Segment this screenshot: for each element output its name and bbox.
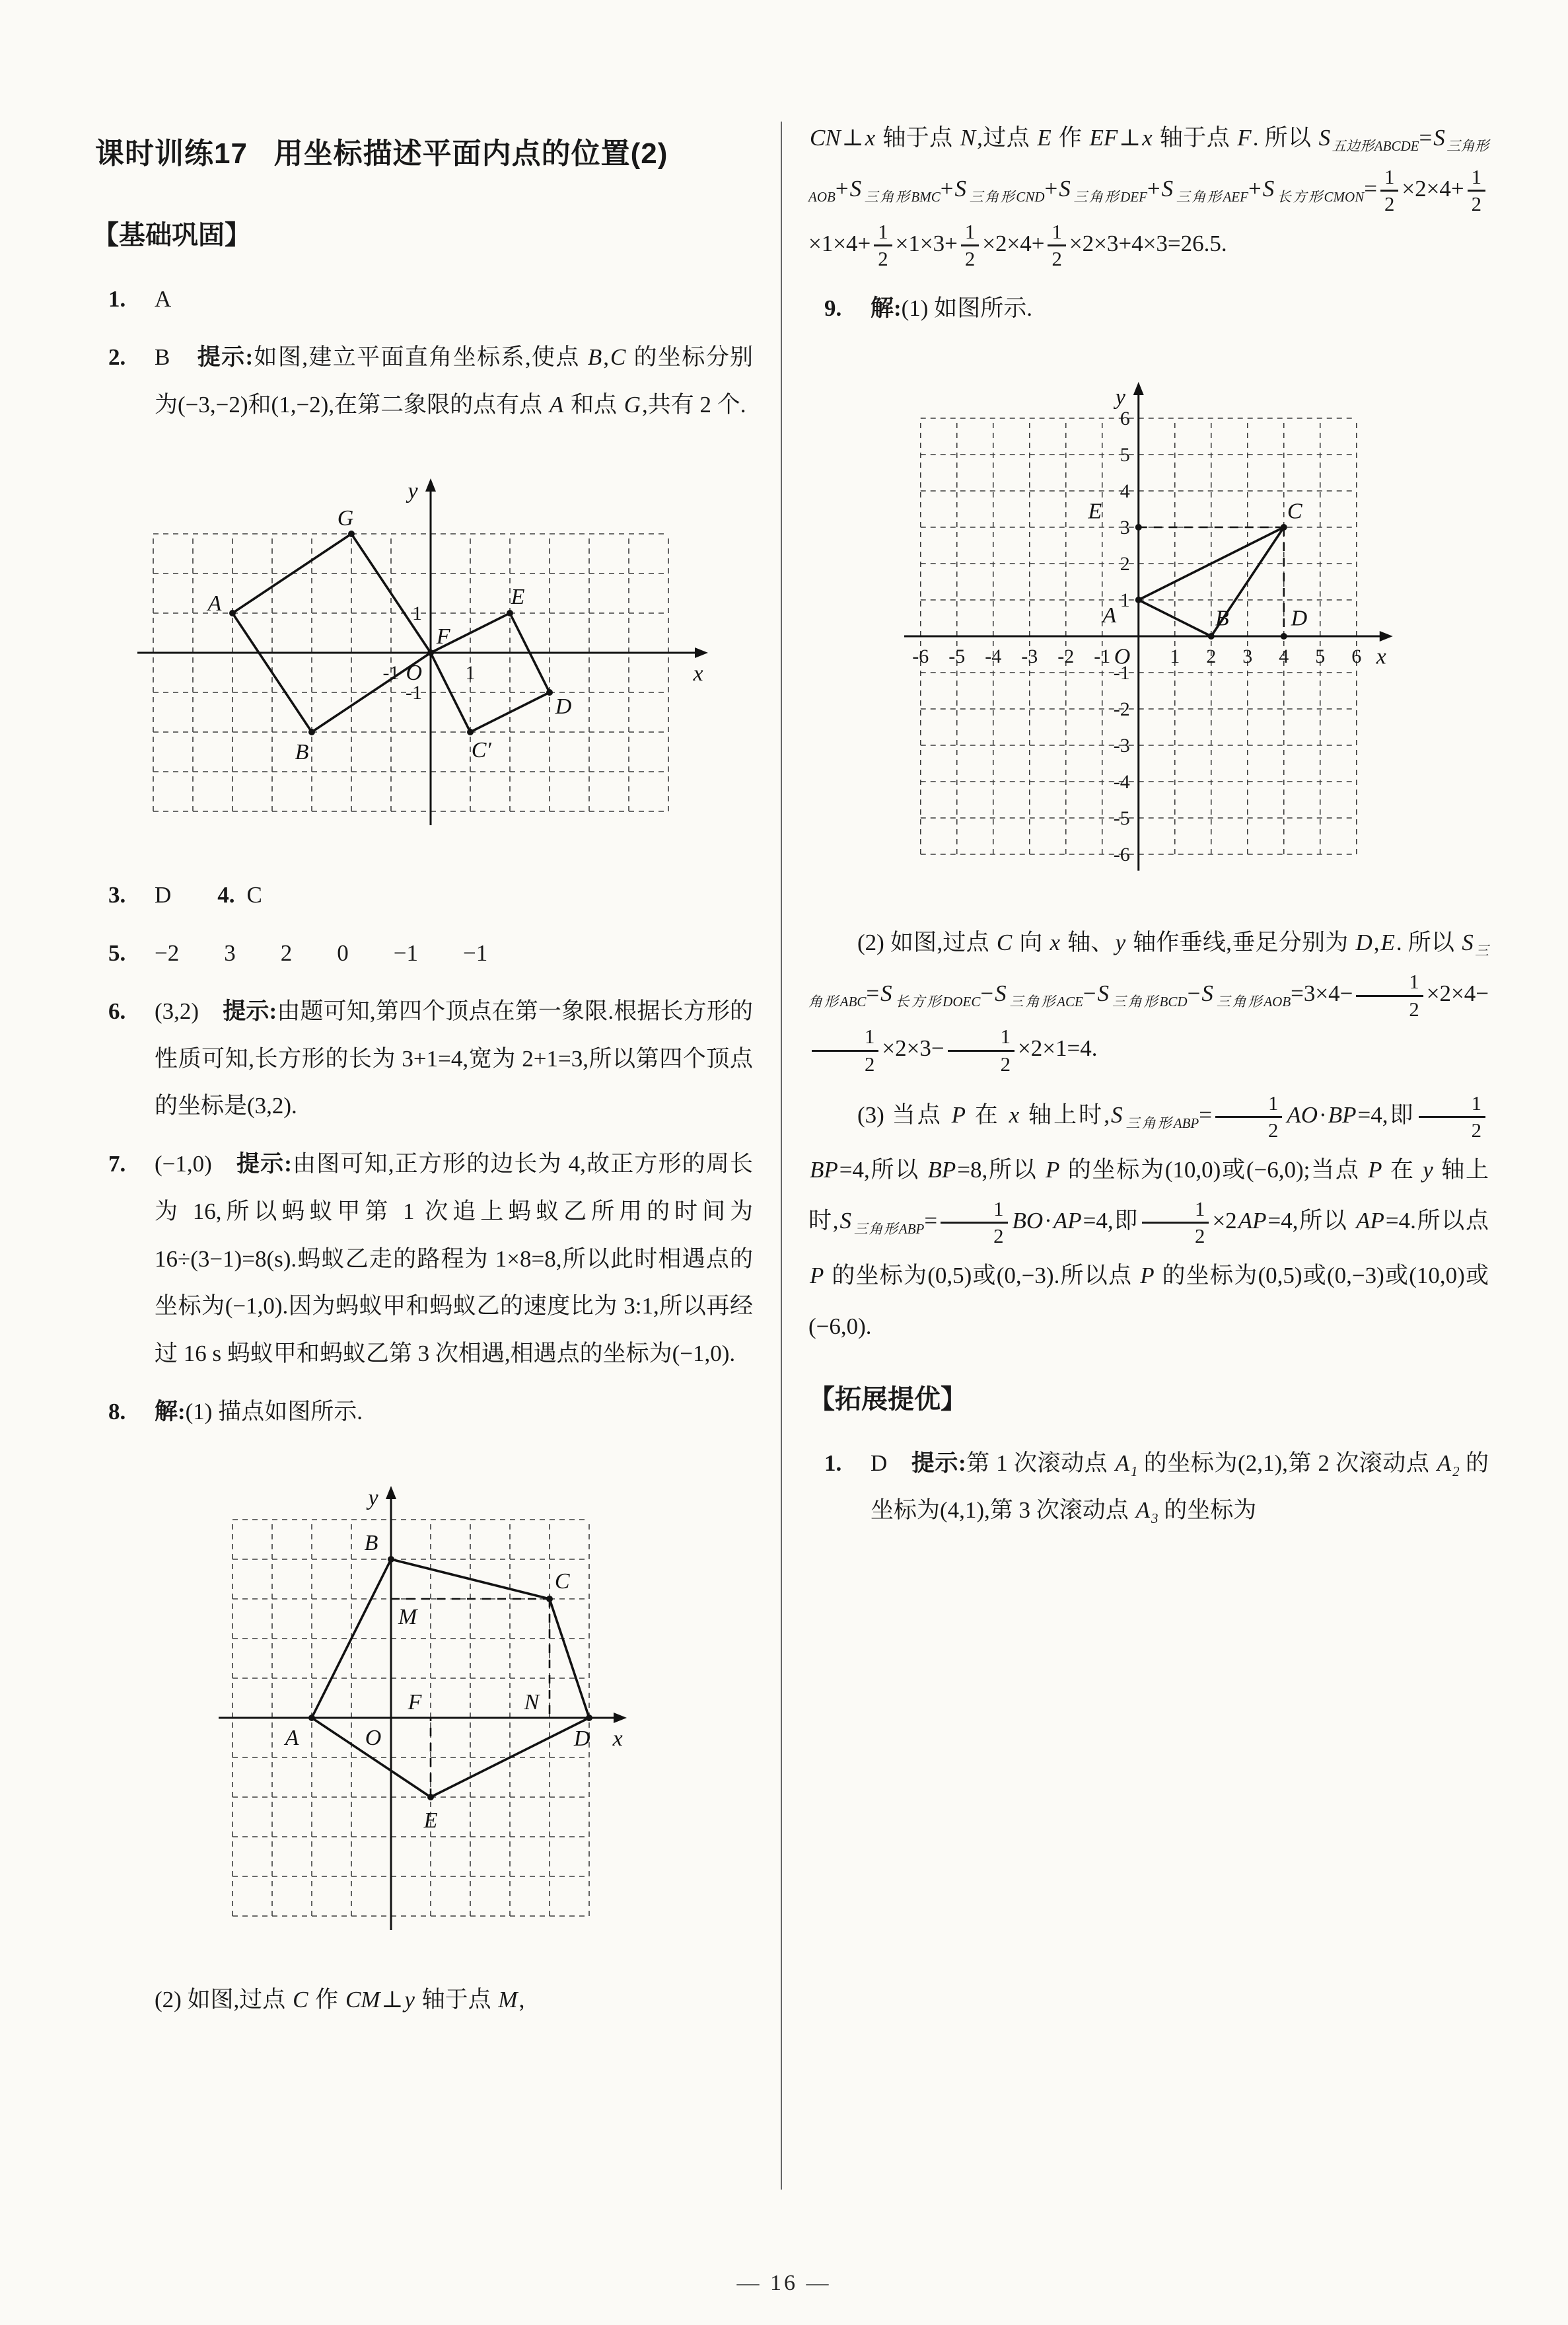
svg-text:O: O (365, 1725, 382, 1750)
svg-text:A: A (285, 1725, 299, 1750)
column-divider (781, 122, 782, 2190)
svg-text:-2: -2 (1113, 698, 1130, 721)
section-heading-extension: 【拓展提优】 (808, 1384, 967, 1414)
page-number: — 16 — (736, 2271, 832, 2295)
extension-answer-text-1: D 提示:第 1 次滚动点 $A_1$ 的坐标为(2,1),第 2 次滚动点 $A_2$ 的坐标为(4,1),第 3 次滚动点 $A_3$ 的坐标为 (871, 1450, 1489, 1527)
answer-item-3-4 (92, 871, 753, 919)
svg-text:A: A (207, 591, 222, 616)
svg-text:1: 1 (1170, 646, 1180, 668)
question-number-9: 9. (824, 295, 842, 321)
question-number-7: 7. (108, 1151, 126, 1177)
question-number-3: 3. (108, 882, 126, 908)
answer-item-2 (92, 334, 753, 429)
svg-text:F: F (436, 624, 450, 649)
question-number-8: 8. (108, 1398, 126, 1424)
svg-text:6: 6 (1120, 408, 1130, 430)
svg-text:x: x (612, 1726, 623, 1751)
answer-text-7: (−1,0) 提示:由图可知,正方形的边长为 4,故正方形的周长为 16,所以蚂蚁甲第 1 次追上蚂蚁乙所用的时间为 16÷(3−1)=8(s).蚂蚁乙走的路程为 1×8=8,所以此时相遇点的坐标为(−1,0).因为蚂蚁甲和蚂蚁乙的速度比为 3:1,所以再经过 16 s 蚂蚁甲和蚂蚁乙第 3 次相遇,相遇点的坐标为(−1,0). (155, 1151, 753, 1366)
figure-coordinate-grid-q9 (808, 351, 1489, 901)
svg-text:-4: -4 (985, 646, 1002, 668)
svg-text:x: x (1376, 644, 1386, 669)
left-column (92, 112, 753, 2190)
answer-item-5 (92, 930, 753, 977)
svg-text:C: C (1287, 499, 1302, 524)
svg-text:B: B (295, 740, 309, 765)
svg-text:-1: -1 (382, 662, 400, 684)
figure-coordinate-grid-q2 (92, 448, 753, 856)
svg-text:O: O (1114, 644, 1131, 669)
answer-item-6 (92, 988, 753, 1130)
svg-text:C: C (554, 1568, 570, 1594)
answer-text-1: A (155, 286, 172, 312)
svg-text:2: 2 (1206, 646, 1217, 668)
svg-text:-5: -5 (1113, 807, 1130, 830)
svg-text:5: 5 (1120, 444, 1130, 466)
extension-question-number-1: 1. (824, 1450, 842, 1476)
svg-text:-3: -3 (1021, 646, 1038, 668)
two-column-layout (92, 112, 1489, 2190)
answer-text-9-part3: (3) 当点 P 在 x 轴上时$,S_{三角形ABP}=$ $\frac{1}{2}$ AO·BP=4,即 $\frac{1}{2}$ BP=4,所以 BP=8,所以 P 的坐标为(10,0)或(−6,0);当点 P 在 y 轴上时$,S_{三角形ABP}=$ $\frac{1}{2}$ BO·AP=4,即 $\frac{1}{2}$ ×2AP=4,所以 AP=4.所以点 P 的坐标为(0,5)或(0,−3).所以点 P 的坐标为(0,5)或(0,−3)或(10,0)或(−6,0). (808, 1092, 1489, 1339)
svg-text:E: E (423, 1808, 438, 1833)
page-title: 课时训练17 用坐标描述平面内点的位置(2) (95, 137, 668, 170)
svg-text:y: y (1115, 385, 1125, 410)
question-number-1: 1. (108, 286, 126, 312)
svg-text:-6: -6 (1113, 844, 1130, 866)
svg-text:1: 1 (465, 662, 476, 684)
svg-text:D: D (1291, 606, 1308, 631)
extension-item-1 (808, 1440, 1489, 1535)
figure-coordinate-grid-q8 (92, 1456, 753, 1960)
answer-item-9 (808, 285, 1489, 332)
answer-text-6: (3,2) 提示:由题可知,第四个顶点在第一象限.根据长方形的性质可知,长方形的长为 3+1=4,宽为 2+1=3,所以第四个顶点的坐标是(3,2). (155, 998, 753, 1119)
svg-text:3: 3 (1120, 517, 1130, 539)
svg-text:-4: -4 (1113, 771, 1130, 793)
svg-text:6: 6 (1351, 646, 1362, 668)
svg-text:-5: -5 (948, 646, 966, 668)
answer-item-1 (92, 276, 753, 323)
question-number-2: 2. (108, 344, 126, 370)
svg-text:-6: -6 (912, 646, 929, 668)
svg-text:A: A (1102, 603, 1117, 628)
svg-text:-1: -1 (1094, 646, 1111, 668)
svg-text:C′: C′ (471, 738, 491, 763)
question-number-6: 6. (108, 998, 126, 1024)
answer-item-7 (92, 1140, 753, 1378)
svg-text:M: M (398, 1604, 417, 1629)
svg-text:N: N (524, 1689, 540, 1715)
answer-text-8-part1: 解:(1) 描点如图所示. (155, 1398, 363, 1424)
svg-text:B: B (1215, 606, 1229, 631)
svg-text:B: B (364, 1530, 378, 1555)
answer-text-8-part2: (2) 如图,过点 C 作 CM⊥y 轴于点 M, (155, 1986, 525, 2012)
answer-text-5: −2 3 2 0 −1 −1 (155, 940, 488, 966)
answer-text-8-continuation: CN⊥x 轴于点 N,过点 E 作 EF⊥x 轴于点 F. 所以 $S_{五边形ABCDE}=S_{三角形AOB}+S_{三角形BMC}+S_{三角形CND}+S_{三角形DEF}+S_{三角形AEF}+S_{长方形CMON}=$ $\frac{1}{2}$ ×2×4+ $\frac{1}{2}$ ×1×4+ $\frac{1}{2}$ ×1×3+ $\frac{1}{2}$ ×2×4+ $\frac{1}{2}$ ×2×3+4×3=26.5. (808, 125, 1489, 271)
section-heading-basic: 【基础巩固】 (92, 221, 251, 250)
svg-text:3: 3 (1242, 646, 1253, 668)
svg-text:4: 4 (1279, 646, 1289, 668)
answer-text-9-part1: 解:(1) 如图所示. (871, 295, 1032, 321)
svg-text:y: y (368, 1485, 378, 1510)
svg-text:y: y (408, 479, 418, 504)
svg-text:G: G (337, 506, 354, 531)
svg-text:E: E (511, 585, 525, 610)
svg-text:4: 4 (1120, 480, 1130, 503)
svg-text:D: D (573, 1726, 590, 1751)
answer-text-3-4: D 4. C (155, 882, 262, 908)
svg-text:2: 2 (1120, 553, 1130, 575)
svg-text:1: 1 (412, 603, 422, 625)
svg-text:-1: -1 (406, 682, 422, 704)
right-column (808, 112, 1489, 2190)
answer-text-2: B 提示:如图,建立平面直角坐标系,使点 B,C 的坐标分别为(−3,−2)和(1,−2),在第二象限的点有点 A 和点 G,共有 2 个. (155, 344, 753, 418)
question-number-5: 5. (108, 940, 126, 966)
svg-text:1: 1 (1120, 589, 1130, 612)
svg-text:-1: -1 (1113, 662, 1130, 684)
svg-text:x: x (693, 661, 703, 686)
svg-text:-2: -2 (1057, 646, 1075, 668)
svg-text:E: E (1088, 499, 1102, 524)
svg-text:-3: -3 (1113, 735, 1130, 757)
svg-text:O: O (406, 661, 423, 686)
answer-text-9-part2: (2) 如图,过点 C 向 x 轴、y 轴作垂线,垂足分别为 D,E. 所以 $S_{三角形ABC}=S_{长方形DOEC}-S_{三角形ACE}-S_{三角形BCD}-S_{三角形AOB}=3\times 4-$ $\frac{1}{2}$ ×2×4− $\frac{1}{2}$ ×2×3− $\frac{1}{2}$ ×2×1=4. (808, 930, 1489, 1076)
svg-text:D: D (555, 694, 572, 720)
svg-text:5: 5 (1315, 646, 1326, 668)
svg-text:F: F (408, 1689, 422, 1715)
answer-item-8 (92, 1388, 753, 1436)
